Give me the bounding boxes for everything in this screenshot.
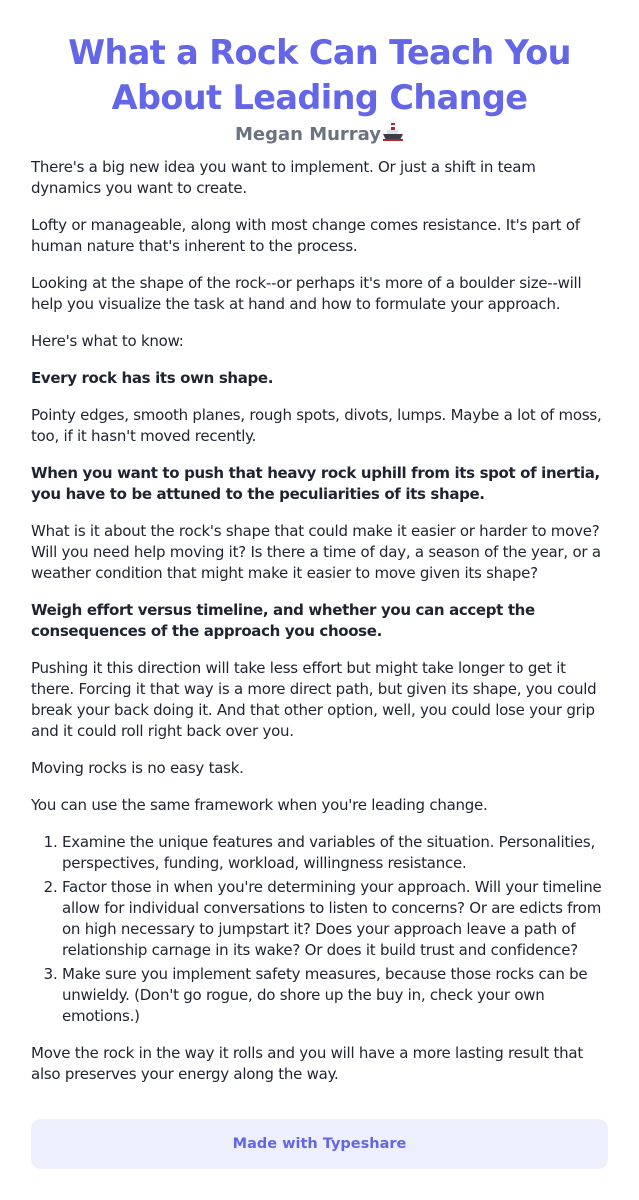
paragraph: Lofty or manageable, along with most change comes resistance. It's part of human nature that's inherent to the process. <box>31 216 580 255</box>
paragraph: Looking at the shape of the rock--or perhaps it's more of a boulder size--will help you visualize the task at hand and how to formulate your approach. <box>31 274 582 313</box>
paragraph: Here's what to know: <box>31 332 184 350</box>
author-byline <box>0 122 639 151</box>
made-with-typeshare-badge[interactable] <box>31 1119 608 1169</box>
ship-icon <box>382 123 404 151</box>
paragraph: You can use the same framework when you're leading change. <box>31 796 488 814</box>
list-item: 1. Examine the unique features and variables of the situation. Personalities, perspectives, funding, workload, willingness resistance. <box>62 832 609 874</box>
paragraph: Pushing it this direction will take less effort but might take longer to get it there. Forcing it that way is a more direct path, but given its shape, you could break your back doing it. And that other option, well, you could lose your grip and it could roll right back over you. <box>31 659 597 740</box>
list-item: 2. Factor those in when you're determining your approach. Will your timeline allow for individual conversations to listen to concerns? Or are edicts from on high necessary to jumpstart it? Does your approach leave a path of relationship carnage in its wake? Or does it build trust and confidence? <box>62 877 609 961</box>
paragraph: Pointy edges, smooth planes, rough spots, divots, lumps. Maybe a lot of moss, too, if it hasn't moved recently. <box>31 406 602 445</box>
paragraph: Move the rock in the way it rolls and you will have a more lasting result that also preserves your energy along the way. <box>31 1044 583 1083</box>
paragraph: Moving rocks is no easy task. <box>31 759 244 777</box>
numbered-list <box>31 832 609 1027</box>
bold-heading: Every rock has its own shape. <box>31 369 274 387</box>
article-body <box>31 157 609 1101</box>
paragraph: There's a big new idea you want to implement. Or just a shift in team dynamics you want to create. <box>31 158 536 197</box>
footer-label: Made with Typeshare <box>232 1136 407 1152</box>
author-name: Megan Murray <box>234 124 382 145</box>
paragraph: What is it about the rock's shape that could make it easier or harder to move? Will you need help moving it? Is there a time of day, a season of the year, or a weather condition that might make it easier to move given its shape? <box>31 522 601 582</box>
bold-heading: Weigh effort versus timeline, and whether you can accept the consequences of the approach you choose. <box>31 601 535 640</box>
page-title: What a Rock Can Teach You About Leading Change <box>68 33 571 117</box>
bold-heading: When you want to push that heavy rock uphill from its spot of inertia, you have to be attuned to the peculiarities of its shape. <box>31 464 600 503</box>
list-item: 3. Make sure you implement safety measures, because those rocks can be unwieldy. (Don't go rogue, do shore up the buy in, check your own emotions.) <box>62 964 609 1027</box>
